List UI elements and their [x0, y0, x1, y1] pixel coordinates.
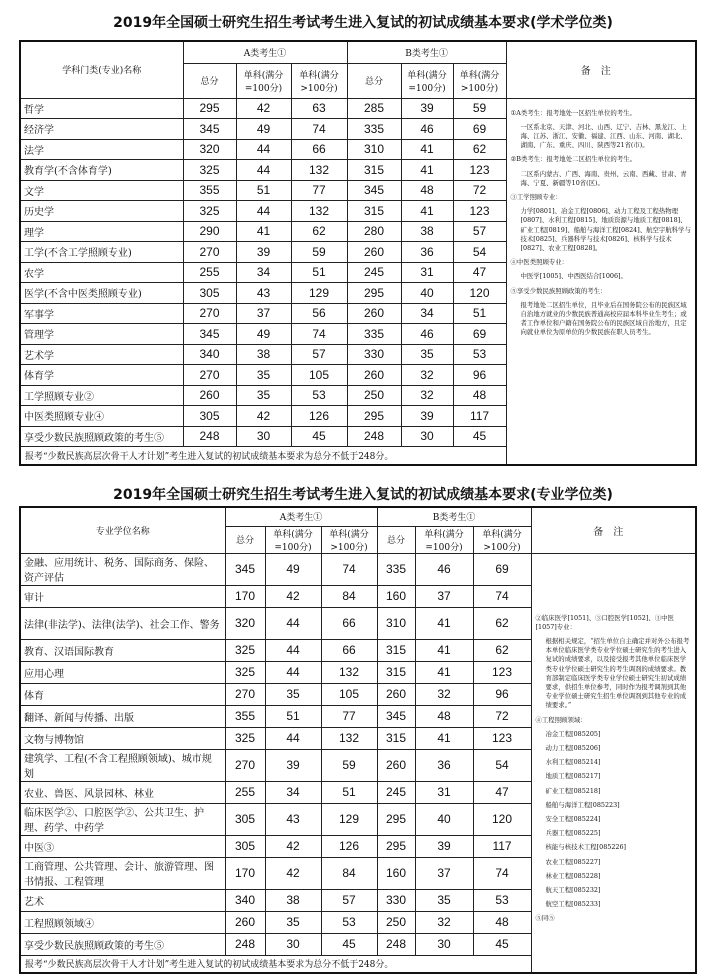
row-name: 体育学 — [20, 365, 183, 386]
score-cell-b-total: 260 — [347, 242, 401, 263]
score-cell-a-single100b: 77 — [291, 180, 347, 201]
score-cell-b-single100b: 53 — [453, 344, 506, 365]
score-cell-b-total: 310 — [347, 139, 401, 160]
score-cell-a-single100b: 132 — [321, 661, 377, 683]
score-cell-b-single100b: 123 — [453, 160, 506, 181]
header-b-single100: 单科(满分=100分) — [401, 63, 453, 98]
score-cell-a-single100b: 132 — [321, 727, 377, 749]
score-cell-a-total: 270 — [183, 303, 236, 324]
score-cell-b-total: 345 — [347, 180, 401, 201]
score-cell-b-single100: 41 — [415, 661, 473, 683]
score-cell-a-single100b: 132 — [291, 201, 347, 222]
score-cell-b-single100b: 72 — [453, 180, 506, 201]
score-cell-a-single100b: 105 — [321, 683, 377, 705]
score-cell-a-total: 170 — [225, 857, 265, 889]
remark-line: ①A类考生：报考地处一区招生单位的考生。 — [510, 108, 636, 117]
remark-line: ④中医类照顾专业： — [510, 258, 569, 267]
score-cell-b-single100: 31 — [415, 781, 473, 803]
table-row — [20, 98, 696, 119]
score-cell-b-total: 295 — [347, 406, 401, 427]
score-cell-a-single100b: 56 — [291, 303, 347, 324]
score-cell-b-single100b: 48 — [473, 911, 531, 933]
score-cell-a-single100: 37 — [236, 303, 291, 324]
footnote: 报考“少数民族高层次骨干人才计划”考生进入复试的初试成绩基本要求为总分不低于248分。 — [20, 447, 506, 465]
score-cell-a-single100b: 132 — [291, 160, 347, 181]
header-a-single100b: 单科(满分>100分) — [321, 526, 377, 553]
row-name: 临床医学②、口腔医学②、公共卫生、护理、药学、中药学 — [20, 803, 225, 835]
remark-line: ④工程照顾领域： — [535, 715, 587, 724]
row-name: 工商管理、公共管理、会计、旅游管理、图书情报、工程管理 — [20, 857, 225, 889]
score-cell-a-total: 355 — [183, 180, 236, 201]
header-a-total: 总分 — [183, 63, 236, 98]
score-cell-b-total: 260 — [347, 303, 401, 324]
score-cell-b-total: 295 — [377, 803, 415, 835]
remarks-cell — [506, 98, 696, 465]
score-cell-a-single100: 44 — [265, 607, 321, 639]
score-cell-b-single100: 37 — [415, 585, 473, 607]
score-cell-b-single100b: 45 — [473, 933, 531, 955]
score-cell-a-single100b: 63 — [291, 98, 347, 119]
row-name: 法学 — [20, 139, 183, 160]
score-cell-b-single100b: 72 — [473, 705, 531, 727]
row-name: 建筑学、工程(不含工程照顾领域)、城市规划 — [20, 749, 225, 781]
score-cell-b-total: 280 — [347, 221, 401, 242]
score-cell-a-single100: 35 — [236, 385, 291, 406]
remarks-cell — [531, 553, 696, 973]
score-cell-a-single100b: 59 — [321, 749, 377, 781]
score-cell-b-total: 260 — [377, 749, 415, 781]
score-cell-b-total: 160 — [377, 857, 415, 889]
score-cell-b-total: 245 — [377, 781, 415, 803]
score-cell-b-single100: 34 — [401, 303, 453, 324]
row-name: 享受少数民族照顾政策的考生⑤ — [20, 933, 225, 955]
score-cell-b-single100: 41 — [401, 160, 453, 181]
score-cell-b-single100: 48 — [415, 705, 473, 727]
score-cell-b-total: 335 — [377, 553, 415, 585]
score-cell-a-single100: 44 — [236, 201, 291, 222]
row-name: 中医③ — [20, 835, 225, 857]
score-cell-a-single100b: 62 — [291, 221, 347, 242]
score-cell-a-total: 340 — [183, 344, 236, 365]
score-cell-b-total: 248 — [377, 933, 415, 955]
row-name: 农业、兽医、风景园林、林业 — [20, 781, 225, 803]
score-cell-b-total: 160 — [377, 585, 415, 607]
row-name: 教育、汉语国际教育 — [20, 639, 225, 661]
remark-line: ⑤同⑤ — [535, 914, 555, 923]
remark-line: 水利工程[085214] — [545, 758, 601, 767]
score-cell-a-total: 325 — [225, 661, 265, 683]
score-cell-a-total: 305 — [225, 803, 265, 835]
remark-line: 二区系内蒙古、广西、海南、贵州、云南、西藏、甘肃、青海、宁夏、新疆等10省(区)。 — [520, 169, 687, 187]
score-cell-a-single100b: 129 — [291, 283, 347, 304]
row-name: 艺术 — [20, 889, 225, 911]
remark-line: 船舶与海洋工程[085223] — [545, 800, 620, 809]
header-b-total: 总分 — [347, 63, 401, 98]
score-cell-b-single100b: 123 — [473, 661, 531, 683]
score-cell-a-total: 345 — [183, 324, 236, 345]
score-cell-b-single100: 39 — [401, 98, 453, 119]
score-cell-a-single100: 49 — [236, 119, 291, 140]
score-cell-b-single100b: 48 — [453, 385, 506, 406]
score-cell-a-total: 305 — [183, 406, 236, 427]
score-cell-a-single100b: 105 — [291, 365, 347, 386]
score-cell-a-single100b: 59 — [291, 242, 347, 263]
score-cell-a-single100: 35 — [265, 683, 321, 705]
header-remark: 备注 — [506, 41, 696, 98]
header-category: 专业学位名称 — [20, 507, 225, 553]
score-cell-a-single100: 35 — [265, 911, 321, 933]
header-group-b: B类考生① — [377, 507, 531, 526]
score-cell-a-total: 305 — [225, 835, 265, 857]
score-cell-b-single100: 40 — [401, 283, 453, 304]
score-cell-a-total: 340 — [225, 889, 265, 911]
score-cell-b-single100: 31 — [401, 262, 453, 283]
score-cell-a-single100: 44 — [236, 160, 291, 181]
score-cell-b-single100b: 120 — [453, 283, 506, 304]
score-cell-b-total: 315 — [377, 639, 415, 661]
score-cell-b-single100: 41 — [415, 607, 473, 639]
score-cell-a-single100b: 74 — [291, 324, 347, 345]
row-name: 哲学 — [20, 98, 183, 119]
row-name: 中医类照顾专业④ — [20, 406, 183, 427]
score-cell-b-single100: 32 — [415, 683, 473, 705]
score-cell-a-total: 295 — [183, 98, 236, 119]
score-cell-a-single100: 38 — [265, 889, 321, 911]
remark-line: 兵器工程[085225] — [545, 829, 601, 838]
remark-line: 中医学[1005]、中西医结合[1006]。 — [520, 272, 627, 281]
header-group-a: A类考生① — [225, 507, 377, 526]
remark-line: 矿业工程[085218] — [545, 786, 601, 795]
remark-line: 安全工程[085224] — [545, 814, 601, 823]
score-cell-a-single100: 30 — [236, 426, 291, 447]
row-name: 医学(不含中医类照顾专业) — [20, 283, 183, 304]
score-cell-b-single100b: 117 — [473, 835, 531, 857]
header-a-single100: 单科(满分=100分) — [236, 63, 291, 98]
header-b-total: 总分 — [377, 526, 415, 553]
score-cell-b-single100: 46 — [401, 119, 453, 140]
score-cell-b-single100b: 57 — [453, 221, 506, 242]
row-name: 应用心理 — [20, 661, 225, 683]
score-cell-a-single100: 42 — [265, 835, 321, 857]
score-cell-a-single100: 42 — [265, 857, 321, 889]
remark-line: 力学[0801]、冶金工程[0806]、动力工程及工程热物理[0807]、水利工程[0815]、地质资源与地质工程[0818]、矿业工程[0819]、船舶与海洋工程[0824]、航空宇航科学与技术[0825]、兵器科学与技术[0826]、核科学与技术[0827]、农业工程[0828]。 — [520, 207, 691, 252]
row-name: 工学(不含工学照顾专业) — [20, 242, 183, 263]
score-cell-b-single100: 37 — [415, 857, 473, 889]
row-name: 翻译、新闻与传播、出版 — [20, 705, 225, 727]
score-cell-b-single100: 41 — [415, 727, 473, 749]
footnote: 报考“少数民族高层次骨干人才计划”考生进入复试的初试成绩基本要求为总分不低于248分。 — [20, 955, 531, 973]
score-cell-b-total: 285 — [347, 98, 401, 119]
score-cell-b-total: 260 — [377, 683, 415, 705]
score-cell-a-single100b: 74 — [291, 119, 347, 140]
table-row — [20, 553, 696, 585]
score-cell-a-total: 248 — [225, 933, 265, 955]
score-cell-b-single100b: 69 — [453, 119, 506, 140]
academic-degree-table — [19, 40, 697, 466]
score-cell-b-single100: 48 — [401, 180, 453, 201]
score-cell-b-single100: 32 — [401, 385, 453, 406]
score-cell-a-single100: 34 — [265, 781, 321, 803]
score-cell-a-total: 325 — [225, 727, 265, 749]
score-cell-a-single100b: 74 — [321, 553, 377, 585]
score-cell-a-single100: 39 — [236, 242, 291, 263]
score-cell-a-single100b: 51 — [291, 262, 347, 283]
score-cell-a-single100b: 126 — [291, 406, 347, 427]
row-name: 历史学 — [20, 201, 183, 222]
score-cell-a-single100b: 84 — [321, 585, 377, 607]
score-cell-a-single100: 30 — [265, 933, 321, 955]
score-cell-a-total: 320 — [183, 139, 236, 160]
score-cell-a-single100b: 51 — [321, 781, 377, 803]
remark-line: 核能与核技术工程[085226] — [545, 843, 627, 852]
score-cell-b-single100: 32 — [401, 365, 453, 386]
score-cell-a-single100: 44 — [265, 661, 321, 683]
score-cell-a-total: 248 — [183, 426, 236, 447]
score-cell-b-single100b: 47 — [473, 781, 531, 803]
row-name: 艺术学 — [20, 344, 183, 365]
score-cell-a-single100b: 53 — [291, 385, 347, 406]
score-cell-a-single100b: 57 — [291, 344, 347, 365]
score-cell-a-single100b: 45 — [291, 426, 347, 447]
score-cell-b-total: 260 — [347, 365, 401, 386]
score-cell-b-single100: 35 — [415, 889, 473, 911]
header-a-single100b: 单科(满分>100分) — [291, 63, 347, 98]
score-cell-b-single100: 39 — [401, 406, 453, 427]
score-cell-a-total: 320 — [225, 607, 265, 639]
remark-line: 地质工程[085217] — [545, 772, 601, 781]
score-cell-b-total: 250 — [377, 911, 415, 933]
score-cell-a-single100b: 84 — [321, 857, 377, 889]
score-cell-a-single100: 44 — [236, 139, 291, 160]
score-cell-b-total: 330 — [347, 344, 401, 365]
score-cell-a-single100: 35 — [236, 365, 291, 386]
header-b-single100b: 单科(满分>100分) — [453, 63, 506, 98]
score-cell-b-single100: 41 — [401, 201, 453, 222]
score-cell-a-single100: 49 — [265, 553, 321, 585]
row-name: 管理学 — [20, 324, 183, 345]
score-cell-b-total: 345 — [377, 705, 415, 727]
row-name: 文学 — [20, 180, 183, 201]
row-name: 经济学 — [20, 119, 183, 140]
row-name: 享受少数民族照顾政策的考生⑤ — [20, 426, 183, 447]
score-cell-b-single100: 46 — [401, 324, 453, 345]
score-cell-a-single100: 44 — [265, 639, 321, 661]
score-cell-a-total: 260 — [225, 911, 265, 933]
score-cell-b-single100: 35 — [401, 344, 453, 365]
remark-line: 林业工程[085228] — [545, 871, 601, 880]
score-cell-a-single100b: 45 — [321, 933, 377, 955]
score-cell-b-single100: 30 — [415, 933, 473, 955]
score-cell-a-single100: 41 — [236, 221, 291, 242]
score-cell-a-single100: 39 — [265, 749, 321, 781]
score-cell-b-single100b: 123 — [473, 727, 531, 749]
score-cell-b-single100b: 54 — [453, 242, 506, 263]
row-name: 体育 — [20, 683, 225, 705]
remark-line: 冶金工程[085205] — [545, 729, 601, 738]
score-cell-a-total: 255 — [225, 781, 265, 803]
score-cell-b-single100b: 59 — [453, 98, 506, 119]
remark-line: 航天工程[085232] — [545, 885, 601, 894]
section1-title: 2019年全国硕士研究生招生考试考生进入复试的初试成绩基本要求(学术学位类) — [113, 15, 613, 31]
score-cell-b-total: 315 — [347, 160, 401, 181]
score-cell-b-total: 250 — [347, 385, 401, 406]
row-name: 工程照顾领域④ — [20, 911, 225, 933]
score-cell-b-single100b: 47 — [453, 262, 506, 283]
score-cell-a-total: 325 — [183, 160, 236, 181]
remark-line: ③工学照顾专业： — [510, 192, 562, 201]
score-cell-a-total: 345 — [183, 119, 236, 140]
score-cell-a-total: 325 — [225, 639, 265, 661]
score-cell-a-single100: 49 — [236, 324, 291, 345]
score-cell-a-total: 270 — [183, 242, 236, 263]
remark-line: 动力工程[085206] — [545, 743, 601, 752]
score-cell-b-single100b: 123 — [453, 201, 506, 222]
score-cell-a-single100b: 66 — [291, 139, 347, 160]
score-cell-b-single100: 41 — [401, 139, 453, 160]
score-cell-a-single100: 43 — [265, 803, 321, 835]
remark-line: 航空工程[085233] — [545, 900, 601, 909]
score-cell-a-total: 170 — [225, 585, 265, 607]
score-cell-b-total: 295 — [347, 283, 401, 304]
score-cell-a-single100b: 77 — [321, 705, 377, 727]
remark-line: ②B类考生：报考地处二区招生单位的考生。 — [510, 155, 636, 164]
score-cell-b-single100b: 62 — [473, 639, 531, 661]
header-a-total: 总分 — [225, 526, 265, 553]
row-name: 教育学(不含体育学) — [20, 160, 183, 181]
remark-line: 根据相关规定，“招生单位自主确定并对外公布报考本单位临床医学类专业学位硕士研究生的考生进入复试的成绩要求，以及接受报考其他单位临床医学类专业学位硕士研究生的考生调剂的成绩要求。教育部制定临床医学类专业学位硕士研究生初试成绩要求，供招生单位参考，同时作为报考调剂到其他专业学位硕士研究生招生单位调剂到其他专业的成绩要求。” — [545, 636, 690, 710]
header-b-single100b: 单科(满分>100分) — [473, 526, 531, 553]
score-cell-b-total: 335 — [347, 324, 401, 345]
score-cell-a-total: 325 — [183, 201, 236, 222]
score-cell-b-single100b: 51 — [453, 303, 506, 324]
score-cell-a-single100: 43 — [236, 283, 291, 304]
score-cell-b-total: 245 — [347, 262, 401, 283]
score-cell-b-single100: 41 — [415, 639, 473, 661]
remark-line: 农业工程[085227] — [545, 857, 601, 866]
score-cell-a-single100b: 66 — [321, 639, 377, 661]
score-cell-a-single100b: 57 — [321, 889, 377, 911]
score-cell-b-single100b: 120 — [473, 803, 531, 835]
score-cell-b-single100b: 96 — [473, 683, 531, 705]
score-cell-b-single100: 40 — [415, 803, 473, 835]
score-cell-a-total: 270 — [183, 365, 236, 386]
score-cell-b-total: 315 — [347, 201, 401, 222]
score-cell-a-single100b: 53 — [321, 911, 377, 933]
score-cell-b-total: 330 — [377, 889, 415, 911]
score-cell-a-single100b: 129 — [321, 803, 377, 835]
score-cell-a-single100: 51 — [236, 180, 291, 201]
score-cell-b-total: 315 — [377, 727, 415, 749]
header-group-a: A类考生① — [183, 41, 347, 63]
row-name: 审计 — [20, 585, 225, 607]
row-name: 理学 — [20, 221, 183, 242]
row-name: 农学 — [20, 262, 183, 283]
score-cell-a-single100: 42 — [236, 98, 291, 119]
score-cell-a-single100: 44 — [265, 727, 321, 749]
score-cell-b-single100b: 62 — [473, 607, 531, 639]
score-cell-a-total: 270 — [225, 749, 265, 781]
score-cell-b-total: 315 — [377, 661, 415, 683]
score-cell-a-total: 255 — [183, 262, 236, 283]
professional-degree-table — [19, 506, 697, 974]
row-name: 法律(非法学)、法律(法学)、社会工作、警务 — [20, 607, 225, 639]
score-cell-b-total: 310 — [377, 607, 415, 639]
score-cell-b-single100b: 117 — [453, 406, 506, 427]
score-cell-a-single100: 38 — [236, 344, 291, 365]
header-category: 学科门类(专业)名称 — [20, 41, 183, 98]
score-cell-a-total: 345 — [225, 553, 265, 585]
section2-title: 2019年全国硕士研究生招生考试考生进入复试的初试成绩基本要求(专业学位类) — [113, 487, 613, 503]
score-cell-b-single100b: 54 — [473, 749, 531, 781]
score-cell-a-total: 290 — [183, 221, 236, 242]
score-cell-b-single100b: 74 — [473, 585, 531, 607]
score-cell-a-total: 260 — [183, 385, 236, 406]
remark-line: 报考地处二区招生单位，且毕业后在国务院公布的民族区域自治地方就业的少数民族普通高校应届本科毕业生考生；或者工作单位和户籍在国务院公布的民族区域自治地方，且定向就业单位为原单位的少数民族在职人员考生。 — [520, 300, 687, 337]
score-cell-b-single100b: 74 — [473, 857, 531, 889]
score-cell-a-total: 305 — [183, 283, 236, 304]
score-cell-b-single100b: 69 — [453, 324, 506, 345]
score-cell-b-single100b: 62 — [453, 139, 506, 160]
score-cell-b-total: 335 — [347, 119, 401, 140]
score-cell-b-single100: 32 — [415, 911, 473, 933]
row-name: 军事学 — [20, 303, 183, 324]
score-cell-a-single100: 34 — [236, 262, 291, 283]
score-cell-b-single100: 38 — [401, 221, 453, 242]
row-name: 文物与博物馆 — [20, 727, 225, 749]
header-remark: 备注 — [531, 507, 696, 553]
remark-line: 一区系北京、天津、河北、山西、辽宁、吉林、黑龙江、上海、江苏、浙江、安徽、福建、江西、山东、河南、湖北、湖南、广东、重庆、四川、陕西等21省(市)。 — [520, 122, 687, 150]
score-cell-a-total: 270 — [225, 683, 265, 705]
score-cell-b-single100b: 45 — [453, 426, 506, 447]
score-cell-b-single100: 46 — [415, 553, 473, 585]
score-cell-a-single100: 42 — [265, 585, 321, 607]
header-group-b: B类考生① — [347, 41, 506, 63]
row-name: 金融、应用统计、税务、国际商务、保险、资产评估 — [20, 553, 225, 585]
score-cell-b-single100: 30 — [401, 426, 453, 447]
remark-line: ⑤享受少数民族照顾政策的考生： — [510, 286, 607, 295]
header-b-single100: 单科(满分=100分) — [415, 526, 473, 553]
score-cell-a-single100b: 126 — [321, 835, 377, 857]
header-a-single100: 单科(满分=100分) — [265, 526, 321, 553]
score-cell-b-single100: 39 — [415, 835, 473, 857]
score-cell-b-single100b: 96 — [453, 365, 506, 386]
score-cell-b-single100: 36 — [401, 242, 453, 263]
score-cell-b-single100b: 53 — [473, 889, 531, 911]
score-cell-a-single100: 51 — [265, 705, 321, 727]
row-name: 工学照顾专业② — [20, 385, 183, 406]
remark-line: ②临床医学[1051]、③口腔医学[1052]、③中医[1057]专业： — [535, 613, 674, 631]
score-cell-b-single100: 36 — [415, 749, 473, 781]
score-cell-a-single100b: 66 — [321, 607, 377, 639]
score-cell-a-single100: 42 — [236, 406, 291, 427]
score-cell-b-single100b: 69 — [473, 553, 531, 585]
score-cell-b-total: 248 — [347, 426, 401, 447]
score-cell-b-total: 295 — [377, 835, 415, 857]
score-cell-a-total: 355 — [225, 705, 265, 727]
